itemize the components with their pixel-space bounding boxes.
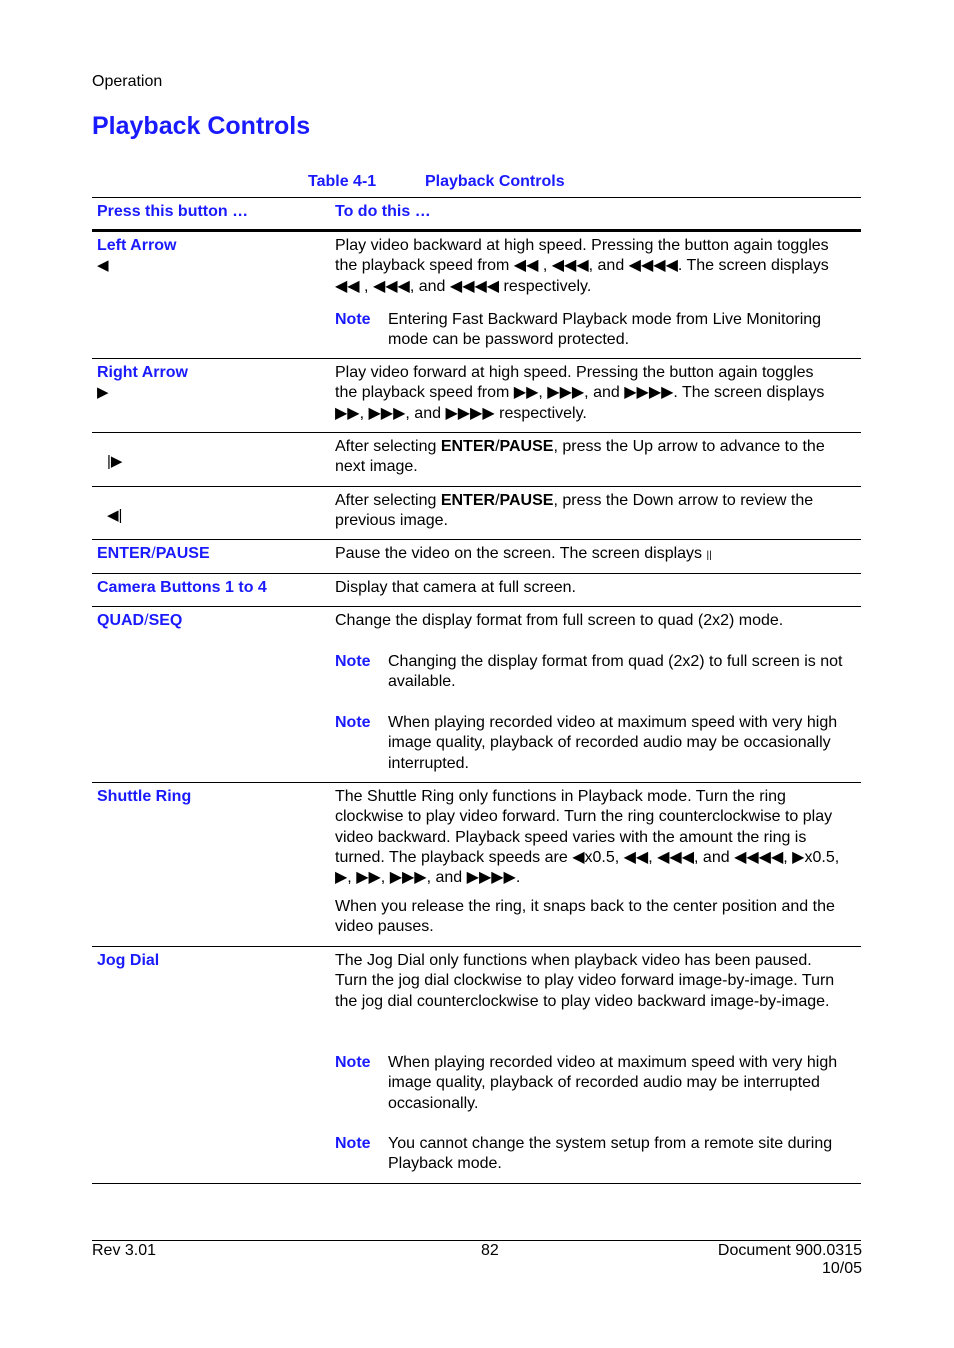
table-caption-title: Playback Controls [425,173,565,190]
key-separator: / [495,438,500,455]
table-bottom-rule [92,1183,861,1184]
right-arrow-icon: ▶ [97,384,109,402]
column-header-button: Press this button … [97,203,249,220]
label-enter: ENTER [97,545,152,562]
table-header-rule [92,229,861,232]
desc-text: Pause the video on the screen. The screen displays [335,545,703,562]
row-divider [92,573,861,574]
row-desc-shuttle-ring-release: When you release the ring, it snaps back to the center position and the video pauses. [335,898,835,936]
note-jog-1 [335,1053,845,1114]
note-label: Note [335,714,371,731]
table-row-left-arrow [97,236,322,277]
note-label: Note [335,311,371,328]
row-desc-left-arrow: Play video backward at high speed. Pressing the button again toggles the playback speed from ◀◀ , ◀◀◀, and ◀◀◀◀. The screen displays ◀◀ , ◀◀◀, and ◀◀◀◀ respectively. [335,237,829,295]
desc-text: After selecting [335,492,441,509]
step-backward-icon: ◀| [107,507,123,524]
desc-text: After selecting [335,438,441,455]
desc-text: , press the Down arrow to review the previous image. [335,492,814,530]
row-label-jog-dial: Jog Dial [97,952,160,969]
note-text: Changing the display format from quad (2x2) to full screen is not available. [388,653,843,691]
row-label-right-arrow: Right Arrow [97,364,188,381]
label-quad: QUAD [97,612,145,629]
row-label-camera: Camera Buttons 1 to 4 [97,579,267,596]
row-divider [92,539,861,540]
row-desc-right-arrow: Play video forward at high speed. Pressing the button again toggles the playback speed from ▶▶, ▶▶▶, and ▶▶▶▶. The screen displays ▶▶, ▶▶▶, and ▶▶▶▶ respectively. [335,364,825,422]
note-text: When playing recorded video at maximum speed with very high image quality, playback of recorded audio may be occasionally interrupted. [388,714,838,772]
note-quad-2 [335,713,845,774]
row-desc-camera: Display that camera at full screen. [335,579,576,596]
section-label: Operation [92,73,163,90]
row-divider [92,606,861,607]
footer-document-number: Document 900.0315 [717,1242,862,1259]
key-enter: ENTER [440,438,496,455]
key-enter: ENTER [440,492,496,509]
note-quad-1 [335,652,845,693]
label-separator: / [144,612,149,629]
footer-document [718,1242,862,1278]
step-forward-icon: |▶ [107,453,123,470]
footer-date: 10/05 [821,1260,862,1277]
row-divider [92,946,861,947]
row-divider [92,782,861,783]
table-caption-number: Table 4-1 [308,173,377,190]
label-pause: PAUSE [155,545,210,562]
row-label-shuttle-ring: Shuttle Ring [97,788,192,805]
footer-rule [92,1240,861,1241]
row-divider [92,432,861,433]
label-seq: SEQ [148,612,183,629]
table-row-right-arrow [97,363,322,404]
note-text: When playing recorded video at maximum speed with very high image quality, playback of recorded audio may be interrupted occasionally. [388,1054,838,1112]
table-caption [308,173,565,191]
footer-page-number: 82 [481,1242,499,1259]
row-desc-step-forward [335,437,840,478]
row-desc-jog-dial: The Jog Dial only functions when playback video has been paused. Turn the jog dial clockwise to play video forward image-by-image. Turn the jog dial counterclockwise to play video backward image-by-image. [335,952,835,1010]
pause-icon: || [706,550,712,561]
note-label: Note [335,1054,371,1071]
row-label-enter-pause [97,544,322,564]
row-label-left-arrow: Left Arrow [97,237,177,254]
page-title: Playback Controls [92,112,311,140]
note-text: Entering Fast Backward Playback mode from Live Monitoring mode can be password protected. [388,311,822,349]
key-separator: / [495,492,500,509]
desc-text: , press the Up arrow to advance to the next image. [335,438,825,476]
row-divider [92,358,861,359]
column-header-action: To do this … [335,203,431,220]
row-desc-enter-pause [335,544,840,566]
table-top-rule [92,197,861,198]
row-desc-shuttle-ring: The Shuttle Ring only functions in Playback mode. Turn the ring clockwise to play video forward. Turn the ring counterclockwise to play video backward. Playback speed varies with the amount the ring is turned. The playback speeds are ◀x0.5, ◀◀, ◀◀◀, and ◀◀◀◀, ▶x0.5, ▶, ▶▶, ▶▶▶, and ▶▶▶▶. [335,788,840,887]
key-pause: PAUSE [499,438,554,455]
note-left-arrow [335,310,845,351]
note-jog-2 [335,1134,845,1175]
note-label: Note [335,653,371,670]
row-label-quad-seq [97,611,322,631]
footer-revision: Rev 3.01 [92,1242,157,1259]
left-arrow-icon: ◀ [97,257,109,275]
note-label: Note [335,1135,371,1152]
note-text: You cannot change the system setup from a remote site during Playback mode. [388,1135,833,1173]
row-divider [92,486,861,487]
row-desc-step-backward [335,491,840,532]
key-pause: PAUSE [499,492,554,509]
label-separator: / [151,545,156,562]
row-desc-quad-seq: Change the display format from full screen to quad (2x2) mode. [335,612,784,629]
